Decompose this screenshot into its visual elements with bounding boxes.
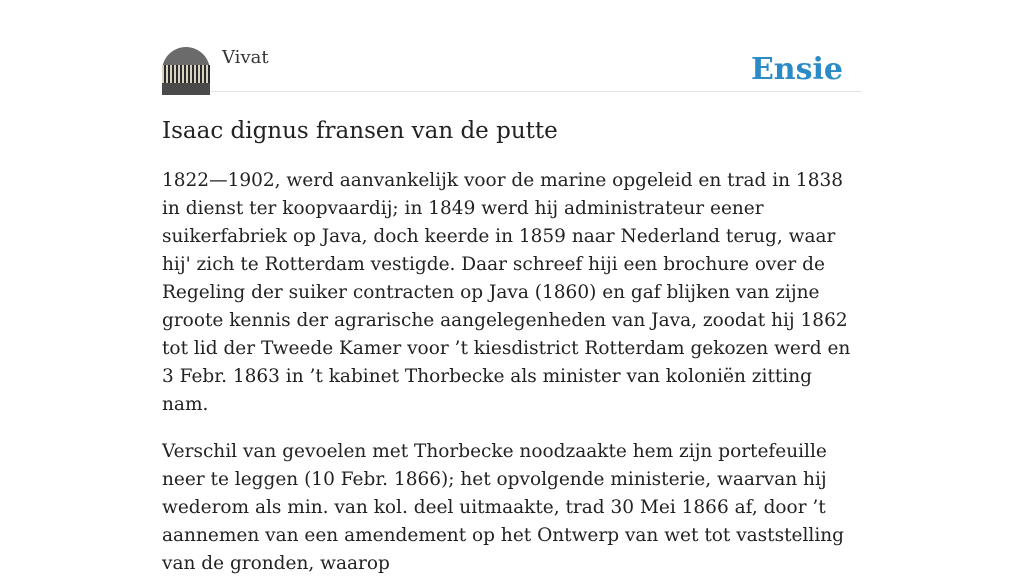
paragraph: 1822—1902, werd aanvankelijk voor de marine opgeleid en trad in 1838 in dienst ter koopvaardij; in 1849 werd hij administrateur eener suikerfabriek op Java, doch keerde in 1859 naar Nederland terug, waar hij' zich te Rotterdam vestigde. Daar schreef hiji een brochure over de Regeling der suiker contracten op Java (1860) en gaf blijken van zijne groote kennis der agrarische aangelegenheden van Java, zoodat hij 1862 tot lid der Tweede Kamer voor ’t kiesdistrict Rotterdam gekozen werd en 3 Febr. 1863 in ’t kabinet Thorbecke als minister van koloniën zitting nam. (162, 170, 851, 415)
avatar-image-shade (162, 83, 210, 95)
author-name[interactable]: Vivat (222, 47, 269, 68)
article-body (162, 167, 862, 578)
paragraph: Verschil van gevoelen met Thorbecke noodzaakte hem zijn portefeuille neer te leggen (10 Febr. 1866); het opvolgende ministerie, waarvan hij wederom als min. van kol. deel uitmaakte, trad 30 Mei 1866 af, door ’t aannemen van een amendement op het Ontwerp van wet tot vaststelling van de gronden, waarop (162, 441, 844, 574)
brand-logo[interactable]: Ensie (750, 52, 843, 87)
header (162, 0, 862, 92)
avatar-image-band (162, 65, 210, 83)
article-title: Isaac dignus fransen van de putte (162, 118, 558, 144)
page (162, 0, 862, 574)
avatar[interactable] (162, 47, 210, 95)
